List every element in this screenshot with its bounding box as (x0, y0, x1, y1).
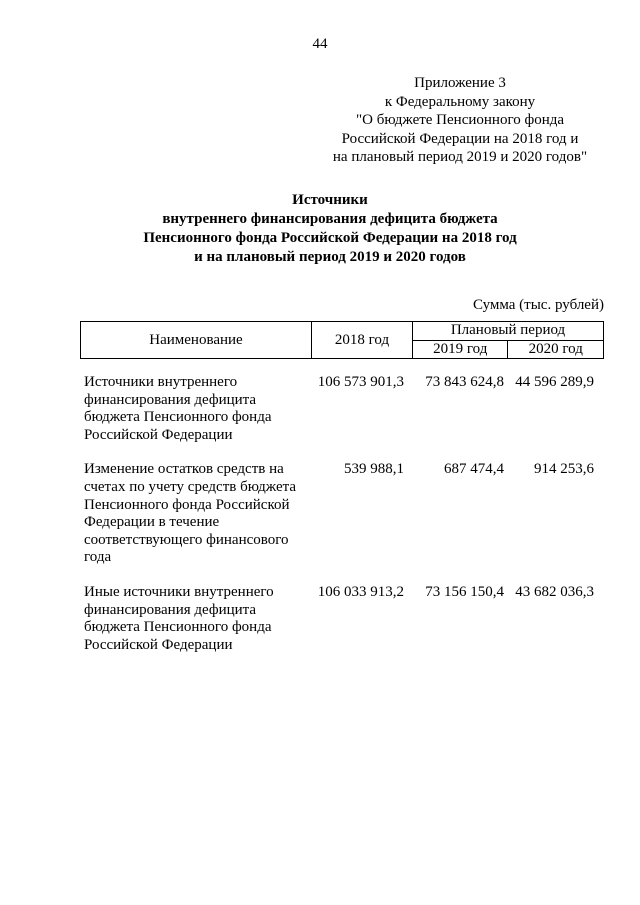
row-name-line: года (84, 549, 112, 566)
appendix-line: Российской Федерации на 2018 год и (341, 130, 579, 147)
page-number: 44 (312, 36, 328, 52)
value-2020: 43 682 036,3 (515, 583, 594, 600)
value-2018: 106 573 901,3 (317, 374, 404, 390)
units-label: Сумма (тыс. рублей) (472, 297, 604, 313)
title-line: внутреннего финансирования дефицита бюджета (162, 211, 498, 227)
row-name-line: Пенсионного фонда Российской (84, 496, 290, 513)
row-name (84, 461, 304, 567)
row-name-line: финансирования дефицита (84, 391, 257, 408)
appendix-line: к Федеральному закону (384, 93, 536, 110)
title-line: Пенсионного фонда Российской Федерации на 2018 год (143, 230, 517, 246)
document-title (60, 191, 600, 267)
row-name-line: Российской Федерации (84, 426, 233, 443)
appendix-reference (300, 74, 620, 167)
title-line: Источники (292, 192, 368, 208)
appendix-line: Приложение 3 (414, 75, 506, 91)
row-name-line: соответствующего финансового (84, 531, 289, 548)
value-2019: 687 474,4 (444, 461, 504, 478)
row-name-line: Изменение остатков средств на (84, 461, 284, 478)
header-year-2018: 2018 год (312, 322, 413, 359)
row-name-line: счетах по учету средств бюджета (84, 478, 297, 495)
row-name-line: Источники внутреннего (84, 374, 238, 390)
row-name-line: бюджета Пенсионного фонда (84, 619, 272, 636)
row-name-line: финансирования дефицита (84, 601, 257, 618)
row-name (84, 584, 304, 654)
value-2019: 73 156 150,4 (425, 583, 504, 600)
table-row (84, 584, 604, 654)
row-name-line: Российской Федерации (84, 636, 233, 653)
row-name (84, 374, 304, 444)
appendix-line: на плановый период 2019 и 2020 годов" (332, 149, 588, 165)
row-name-line: Иные источники внутреннего (84, 583, 274, 600)
row-name-line: бюджета Пенсионного фонда (84, 409, 272, 426)
appendix-line: "О бюджете Пенсионного фонда (355, 112, 565, 128)
table-row (84, 461, 604, 567)
header-name: Наименование (81, 322, 312, 359)
value-2018: 106 033 913,2 (317, 583, 404, 600)
title-line: и на плановый период 2019 и 2020 годов (194, 249, 466, 265)
header-year-2020: 2020 год (508, 340, 604, 359)
row-name-line: Федерации в течение (84, 514, 220, 531)
table-row (84, 374, 604, 444)
header-year-2019: 2019 год (413, 340, 508, 359)
value-2020: 44 596 289,9 (515, 374, 594, 390)
header-planned-period: Плановый период (413, 322, 604, 341)
value-2018: 539 988,1 (344, 461, 404, 478)
budget-table-header (80, 321, 604, 359)
budget-table-body (84, 374, 604, 671)
value-2019: 73 843 624,8 (425, 374, 504, 390)
value-2020: 914 253,6 (534, 461, 594, 478)
